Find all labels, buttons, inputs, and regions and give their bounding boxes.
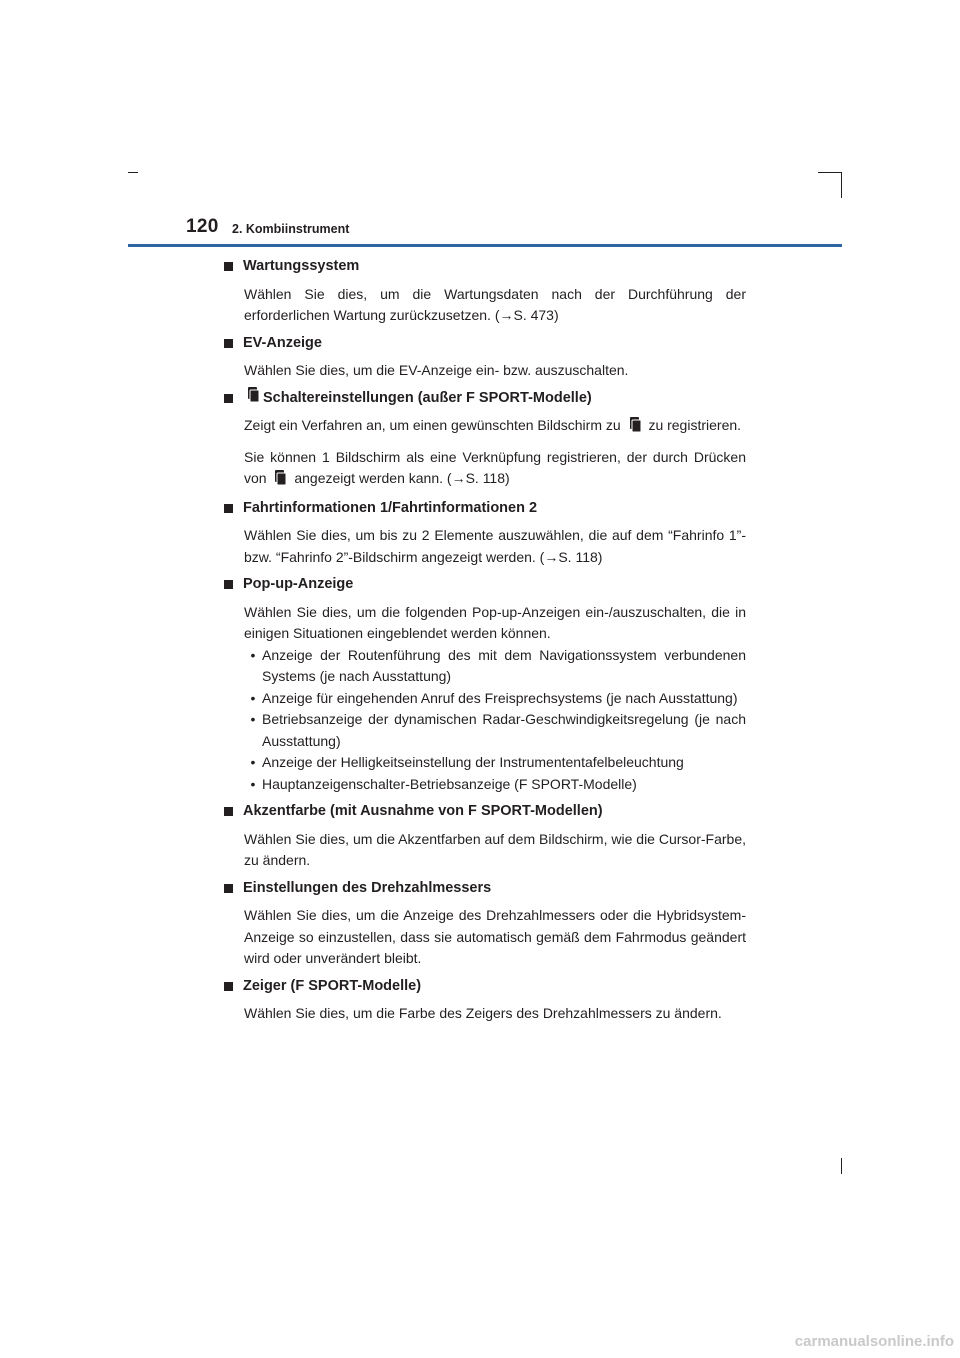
crop-mark-bottom-right-v: [841, 1158, 842, 1174]
square-bullet-icon: [224, 339, 233, 348]
paragraph: Wählen Sie dies, um die Farbe des Zeigers des Drehzahlmessers zu ändern.: [244, 1005, 722, 1021]
bullet-mark: •: [250, 689, 256, 706]
paragraph: Wählen Sie dies, um die folgenden Pop-up-Anzeigen ein-/auszuschalten, die in einigen Situationen eingeblendet werden können.: [244, 603, 746, 641]
heading-text: Pop-up-Anzeige: [243, 576, 354, 592]
square-bullet-icon: [224, 580, 233, 589]
heading-text: Akzentfarbe (mit Ausnahme von F SPORT-Modellen): [243, 803, 603, 819]
chapter-title: 2. Kombiinstrument: [232, 222, 350, 236]
list-item-text: Anzeige für eingehenden Anruf des Freisprechsystems (je nach Ausstattung): [262, 689, 738, 706]
section-heading: [224, 256, 746, 278]
list-item: [244, 709, 746, 752]
section-fahrtinformationen: [224, 498, 746, 569]
bullet-mark: •: [250, 775, 256, 792]
paragraph: [244, 447, 746, 492]
square-bullet-icon: [224, 807, 233, 816]
heading-text: Schaltereinstellungen (außer F SPORT-Modelle): [263, 389, 592, 406]
list-item: [244, 645, 746, 688]
square-bullet-icon: [224, 262, 233, 271]
section-heading: [224, 976, 746, 998]
list-item-text: Hauptanzeigenschalter-Betriebsanzeige (F SPORT-Modelle): [262, 775, 637, 792]
section-ev-anzeige: [224, 333, 746, 382]
section-heading: [224, 801, 746, 823]
watermark: carmanualsonline.info: [794, 1333, 954, 1350]
page-content: [224, 256, 746, 1031]
header-rule: [128, 244, 842, 247]
list-item-text: Betriebsanzeige der dynamischen Radar-Geschwindigkeitsregelung (je nach Ausstattung): [262, 711, 746, 749]
heading-text: Wartungssystem: [243, 258, 360, 274]
bullet-mark: •: [250, 711, 256, 727]
text-part: Zeigt ein Verfahren an, um einen gewünschten Bildschirm zu: [244, 417, 621, 433]
section-heading: [224, 388, 746, 410]
section-heading: [224, 574, 746, 596]
text-part: Sie können 1 Bildschirm als eine Verknüpfung registrieren, der durch Drücken von: [244, 448, 746, 486]
switch-button-icon: [246, 387, 260, 410]
bullet-mark: •: [250, 646, 256, 663]
section-zeiger: [224, 976, 746, 1025]
bullet-mark: •: [250, 754, 256, 770]
heading-text: Zeiger (F SPORT-Modelle): [243, 977, 422, 994]
section-pop-up-anzeige: [224, 574, 746, 795]
switch-button-icon: [273, 470, 287, 492]
square-bullet-icon: [224, 504, 233, 513]
section-wartungssystem: [224, 256, 746, 327]
switch-button-icon: [628, 417, 642, 439]
section-akzentfarbe: [224, 801, 746, 872]
page-header: [0, 0, 960, 250]
paragraph: Wählen Sie dies, um die Anzeige des Drehzahlmessers oder die Hybridsystem-Anzeige so einzustellen, dass sie automatisch gemäß dem Fahrmodus geändert wird oder unverändert bleibt.: [244, 907, 746, 966]
section-schaltereinstellungen: [224, 388, 746, 492]
section-heading: [224, 498, 746, 520]
page-number: 120: [186, 216, 219, 237]
heading-text: Einstellungen des Drehzahlmessers: [243, 879, 492, 896]
heading-text: Fahrtinformationen 1/Fahrtinformationen 2: [243, 499, 538, 516]
bullet-list: [244, 645, 746, 796]
section-heading: [224, 878, 746, 900]
paragraph: [244, 415, 746, 439]
list-item-text: Anzeige der Helligkeitseinstellung der Instrumententafelbeleuchtung: [262, 754, 684, 770]
paragraph: Wählen Sie dies, um die Akzentfarben auf dem Bildschirm, wie die Cursor-Farbe, zu ändern.: [244, 830, 746, 868]
square-bullet-icon: [224, 884, 233, 893]
section-heading: [224, 333, 746, 355]
list-item: [244, 688, 746, 710]
section-drehzahlmesser: [224, 878, 746, 970]
list-item: [244, 752, 746, 774]
paragraph: Wählen Sie dies, um die Wartungsdaten nach der Durchführung der erforderlichen Wartung zurückzusetzen. (→S. 473): [244, 285, 746, 323]
list-item-text: Anzeige der Routenführung des mit dem Navigationssystem verbundenen Systems (je nach Ausstattung): [262, 646, 746, 684]
paragraph: Wählen Sie dies, um bis zu 2 Elemente auszuwählen, die auf dem “Fahrinfo 1”- bzw. “Fahrinfo 2”-Bildschirm angezeigt werden. (→S. 118): [244, 527, 746, 565]
paragraph: Wählen Sie dies, um die EV-Anzeige ein- bzw. auszuschalten.: [244, 362, 629, 378]
list-item: [244, 774, 746, 796]
text-part: angezeigt werden kann. (→S. 118): [294, 470, 510, 486]
heading-text: EV-Anzeige: [243, 334, 322, 351]
square-bullet-icon: [224, 394, 233, 403]
square-bullet-icon: [224, 982, 233, 991]
text-part: zu registrieren.: [648, 417, 742, 433]
